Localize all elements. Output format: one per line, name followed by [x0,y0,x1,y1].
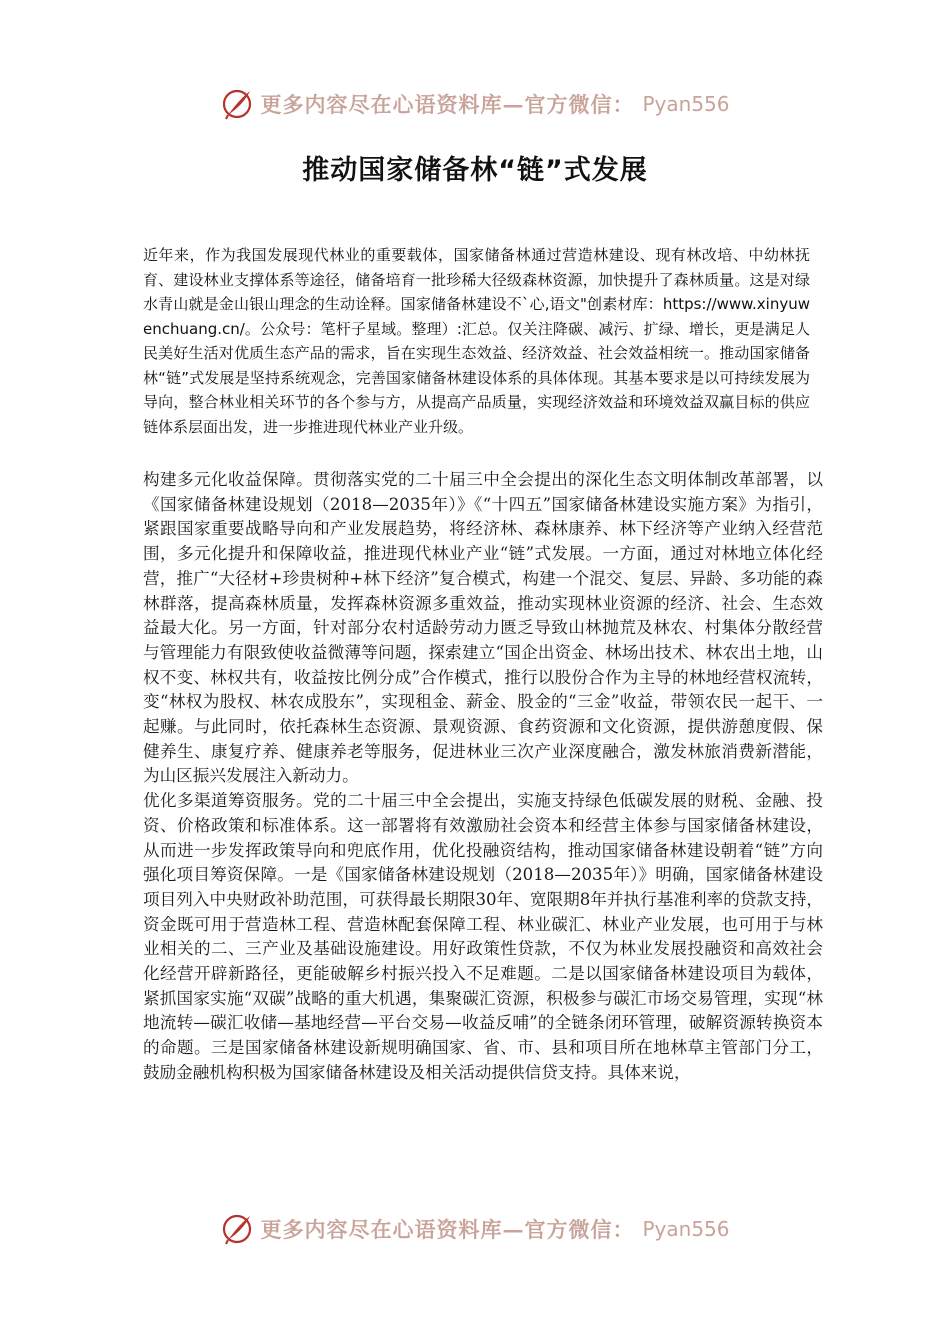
body-paragraph-1: 构建多元化收益保障。贯彻落实党的二十届三中全会提出的深化生态文明体制改革部署，以《国家储备林建设规划（2018—2035年）》《“十四五”国家储备林建设实施方案》为指引，紧跟国家重要战略导向和产业发展趋势，将经济林、森林康养、林下经济等产业纳入经营范围，多元化提升和保障收益，推进现代林业产业“链”式发展。一方面，通过对林地立体化经营，推广“大径材+珍贵树种+林下经济”复合模式，构建一个混交、复层、异龄、多功能的森林群落，提高森林质量，发挥森林资源多重效益，推动实现林业资源的经济、社会、生态效益最大化。另一方面，针对部分农村适龄劳动力匮乏导致山林抛荒及林农、村集体分散经营与管理能力有限致使收益微薄等问题，探索建立“国企出资金、林场出技术、林农出土地，山权不变、林权共有，收益按比例分成”合作模式，推行以股份合作为主导的林地经营权流转，变“林权为股权、林农成股东”，实现租金、薪金、股金的“三金”收益，带领农民一起干、一起赚。与此同时，依托森林生态资源、景观资源、食药资源和文化资源，提供游憩度假、保健养生、康复疗养、健康养老等服务，促进林业三次产业深度融合，激发林旅消费新潜能，为山区振兴发展注入新动力。 [143,470,823,786]
body-paragraph-2: 优化多渠道筹资服务。党的二十届三中全会提出，实施支持绿色低碳发展的财税、金融、投资、价格政策和标准体系。这一部署将有效激励社会资本和经营主体参与国家储备林建设，从而进一步发挥政策导向和兜底作用，优化投融资结构，推动国家储备林建设朝着“链”方向强化项目筹资保障。一是《国家储备林建设规划（2018—2035年）》明确，国家储备林建设项目列入中央财政补助范围，可获得最长期限30年、宽限期8年并执行基准利率的贷款支持，资金既可用于营造林工程、营造林配套保障工程、林业碳汇、林业产业发展，也可用于与林业相关的二、三产业及基础设施建设。用好政策性贷款，不仅为林业发展投融资和高效社会化经营开辟新路径，更能破解乡村振兴投入不足难题。二是以国家储备林建设项目为载体，紧抓国家实施“双碳”战略的重大机遇，集聚碳汇资源，积极参与碳汇市场交易管理，实现“林地流转—碳汇收储—基地经营—平台交易—收益反哺”的全链条闭环管理，破解资源转换资本的命题。三是国家储备林建设新规明确国家、省、市、县和项目所在地林草主管部门分工，鼓励金融机构积极为国家储备林建设及相关活动提供信贷支持。具体来说， [143,791,823,1082]
banner-content [220,87,729,121]
banner-content [220,1212,729,1246]
header-banner [0,84,950,124]
quill-pen-logo-icon [220,87,254,121]
banner-wechat-id: Pyan556 [642,92,730,116]
banner-text: 更多内容尽在心语资料库—官方微信： [260,92,635,117]
intro-text: 近年来，作为我国发展现代林业的重要载体，国家储备林通过营造林建设、现有林改培、中幼林抚育、建设林业支撑体系等途径，储备培育一批珍稀大径级森林资源，加快提升了森林质量。这是对绿水青山就是金山银山理念的生动诠释。国家储备林建设不`心,语文"创素材库：https://www.xinyuwenchuang.cn/。公众号：笔杆子星域。整理）:汇总。仅关注降碳、减污、扩绿、增长，更是满足人民美好生活对优质生态产品的需求，旨在实现生态效益、经济效益、社会效益相统一。推动国家储备林“链”式发展是坚持系统观念，完善国家储备林建设体系的具体体现。其基本要求是以可持续发展为导向，整合林业相关环节的各个参与方，从提高产品质量，实现经济效益和环境效益双赢目标的供应链体系层面出发，进一步推进现代林业产业升级。 [143,246,810,436]
article-body [143,468,823,1086]
intro-paragraph [143,243,810,439]
page-title: 推动国家储备林“链”式发展 [302,155,648,186]
banner-text: 更多内容尽在心语资料库—官方微信： [260,1217,635,1242]
quill-pen-logo-icon [220,1212,254,1246]
footer-banner [0,1209,950,1249]
banner-wechat-id: Pyan556 [642,1217,730,1241]
